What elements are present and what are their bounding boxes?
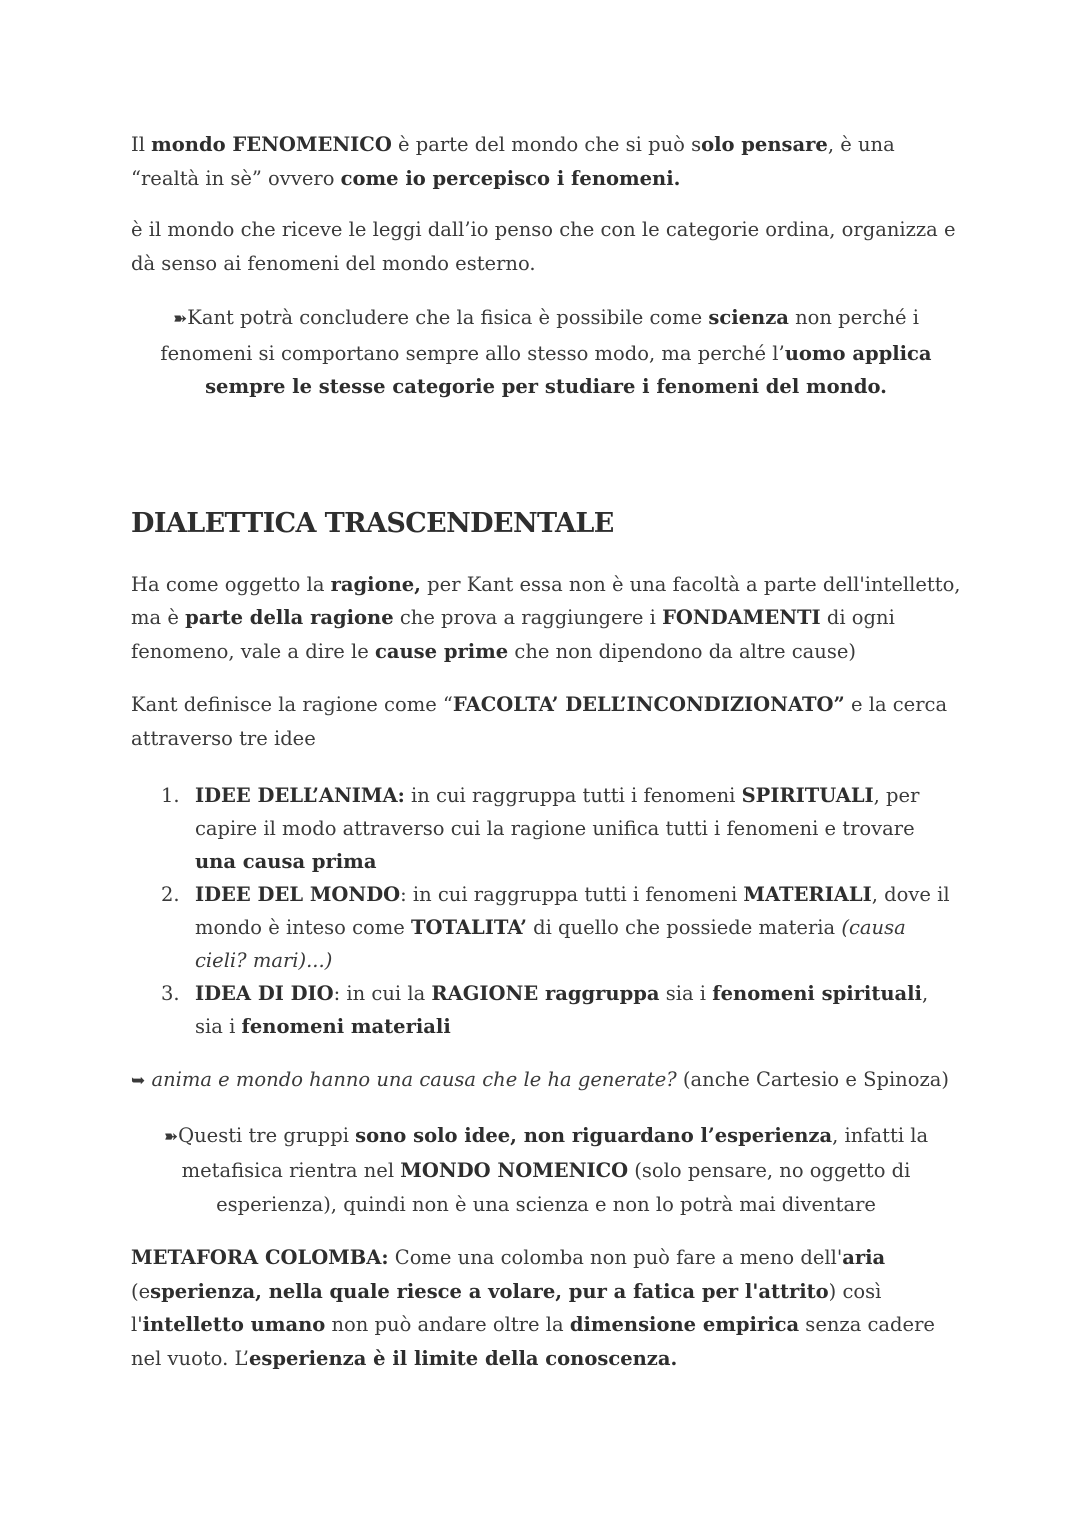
bold-span: come io percepisco i fenomeni.	[340, 166, 681, 190]
bold-span: dimensione empirica	[569, 1313, 800, 1336]
list-number: 2.	[161, 883, 180, 906]
bold-span: scienza	[708, 306, 789, 329]
text-span: è parte del mondo che si può s	[391, 133, 702, 156]
bold-span: una causa prima	[195, 850, 377, 873]
arrow-icon: ➥	[131, 1071, 146, 1091]
text-span: : in cui raggruppa tutti i fenomeni	[400, 883, 744, 906]
text-span: , infatti la metafisica rientra nel	[181, 1123, 929, 1182]
bold-span: MATERIALI	[743, 883, 872, 906]
bold-span: intelletto umano	[142, 1313, 326, 1336]
text-span: senza cadere nel vuoto. L’	[131, 1313, 935, 1370]
paragraph-cause-question	[131, 1063, 961, 1099]
paragraph-laws-of-world: è il mondo che riceve le leggi dall’io penso che con le categorie ordina, organizza e dà senso ai fenomeni del mondo esterno.	[131, 218, 956, 275]
bold-span: SPIRITUALI	[741, 784, 874, 807]
text-span: , dove il mondo è inteso come	[195, 883, 950, 939]
text-span: per Kant essa non è una facoltà a parte dell'intelletto, ma è	[131, 572, 961, 629]
text-span: , sia i	[195, 982, 929, 1038]
bold-span: MONDO NOMENICO	[400, 1159, 629, 1182]
paragraph-metaphysics	[131, 1119, 961, 1222]
text-span: in cui raggruppa tutti i fenomeni	[404, 784, 742, 807]
text-span: (anche Cartesio e Spinoza)	[676, 1068, 949, 1091]
bold-span: fenomeni materiali	[241, 1015, 451, 1038]
bold-span: TOTALITA’	[410, 916, 527, 939]
text-span: e la cerca attraverso tre idee	[131, 693, 948, 750]
text-span: (solo pensare, no oggetto di esperienza), quindi non è una scienza e non lo potrà mai diventare	[216, 1159, 911, 1216]
text-span: Questi tre gruppi	[178, 1123, 356, 1147]
text-span: ) così l'	[131, 1279, 882, 1336]
list-number: 3.	[161, 982, 180, 1005]
text-span: di ogni fenomeno, vale a dire le	[131, 606, 895, 663]
text-span: Kant potrà concludere che la fisica è possibile come	[187, 306, 709, 329]
text-span: , è una “realtà in sè” ovvero	[131, 133, 895, 190]
bold-span: ragione,	[330, 572, 421, 596]
bold-span: parte della ragione	[185, 606, 394, 629]
list-item	[161, 878, 961, 977]
text-span: : in cui la	[333, 982, 432, 1005]
bold-span: cause prime	[374, 639, 509, 663]
paragraph-unconditioned	[131, 688, 961, 755]
text-span: di quello che possiede materia	[526, 916, 842, 939]
list-item	[161, 977, 961, 1043]
bold-span: IDEE DEL MONDO	[195, 883, 401, 906]
bold-span: METAFORA COLOMBA:	[131, 1246, 389, 1269]
text-span: Il	[131, 133, 152, 156]
bold-span: sono solo idee, non riguardano l’esperienza	[355, 1123, 833, 1147]
section-heading: DIALETTICA TRASCENDENTALE	[131, 507, 614, 539]
list-number: 1.	[161, 784, 180, 807]
text-span: , per capire il modo attraverso cui la ragione unifica tutti i fenomeni e trovare	[195, 784, 920, 840]
text-span: Kant definisce la ragione come “	[131, 693, 453, 716]
text-span: Ha come oggetto la	[131, 572, 331, 596]
bold-span: olo pensare	[701, 133, 828, 156]
paragraph-phenomenal-world	[131, 128, 961, 195]
bold-span: fenomeni spirituali	[712, 982, 922, 1005]
arrow-icon: ➽	[173, 309, 188, 329]
paragraph-reason	[131, 568, 961, 669]
bold-span: IDEE DELL’ANIMA:	[195, 784, 405, 807]
paragraph-kant-physics	[131, 301, 961, 404]
text-span: Come una colomba non può fare a meno dell'	[388, 1246, 843, 1269]
bold-span: esperienza è il limite della conoscenza.	[248, 1346, 678, 1370]
bold-span: sperienza, nella quale riesce a volare, pur a fatica per l'attrito	[150, 1279, 829, 1303]
italic-span: (causa cieli? mari)...)	[195, 916, 906, 972]
ideas-list	[131, 779, 961, 1043]
text-span: sia i	[659, 982, 713, 1005]
text-span: (e	[131, 1279, 151, 1303]
list-item	[161, 779, 961, 878]
text-span: non può andare oltre la	[325, 1313, 570, 1336]
bold-span: FONDAMENTI	[662, 606, 821, 629]
bold-span: uomo applica sempre le stesse categorie per studiare i fenomeni del mondo.	[205, 341, 932, 398]
document-page	[131, 128, 961, 1375]
bold-span: FACOLTA’ DELL’INCONDIZIONATO”	[452, 693, 845, 716]
arrow-icon: ➽	[163, 1126, 179, 1147]
bold-span: aria	[842, 1246, 886, 1269]
bold-span: RAGIONE raggruppa	[431, 982, 660, 1005]
paragraph-dove-metaphor	[131, 1241, 961, 1375]
bold-span: IDEA DI DIO	[195, 982, 334, 1005]
text-span: non perché i fenomeni si comportano sempre allo stesso modo, ma perché l’	[160, 306, 919, 365]
text-span: che non dipendono da altre cause)	[508, 639, 857, 663]
text-span: che prova a raggiungere i	[393, 606, 663, 629]
bold-span: mondo FENOMENICO	[151, 133, 392, 156]
italic-span: anima e mondo hanno una causa che le ha generate?	[145, 1068, 677, 1091]
